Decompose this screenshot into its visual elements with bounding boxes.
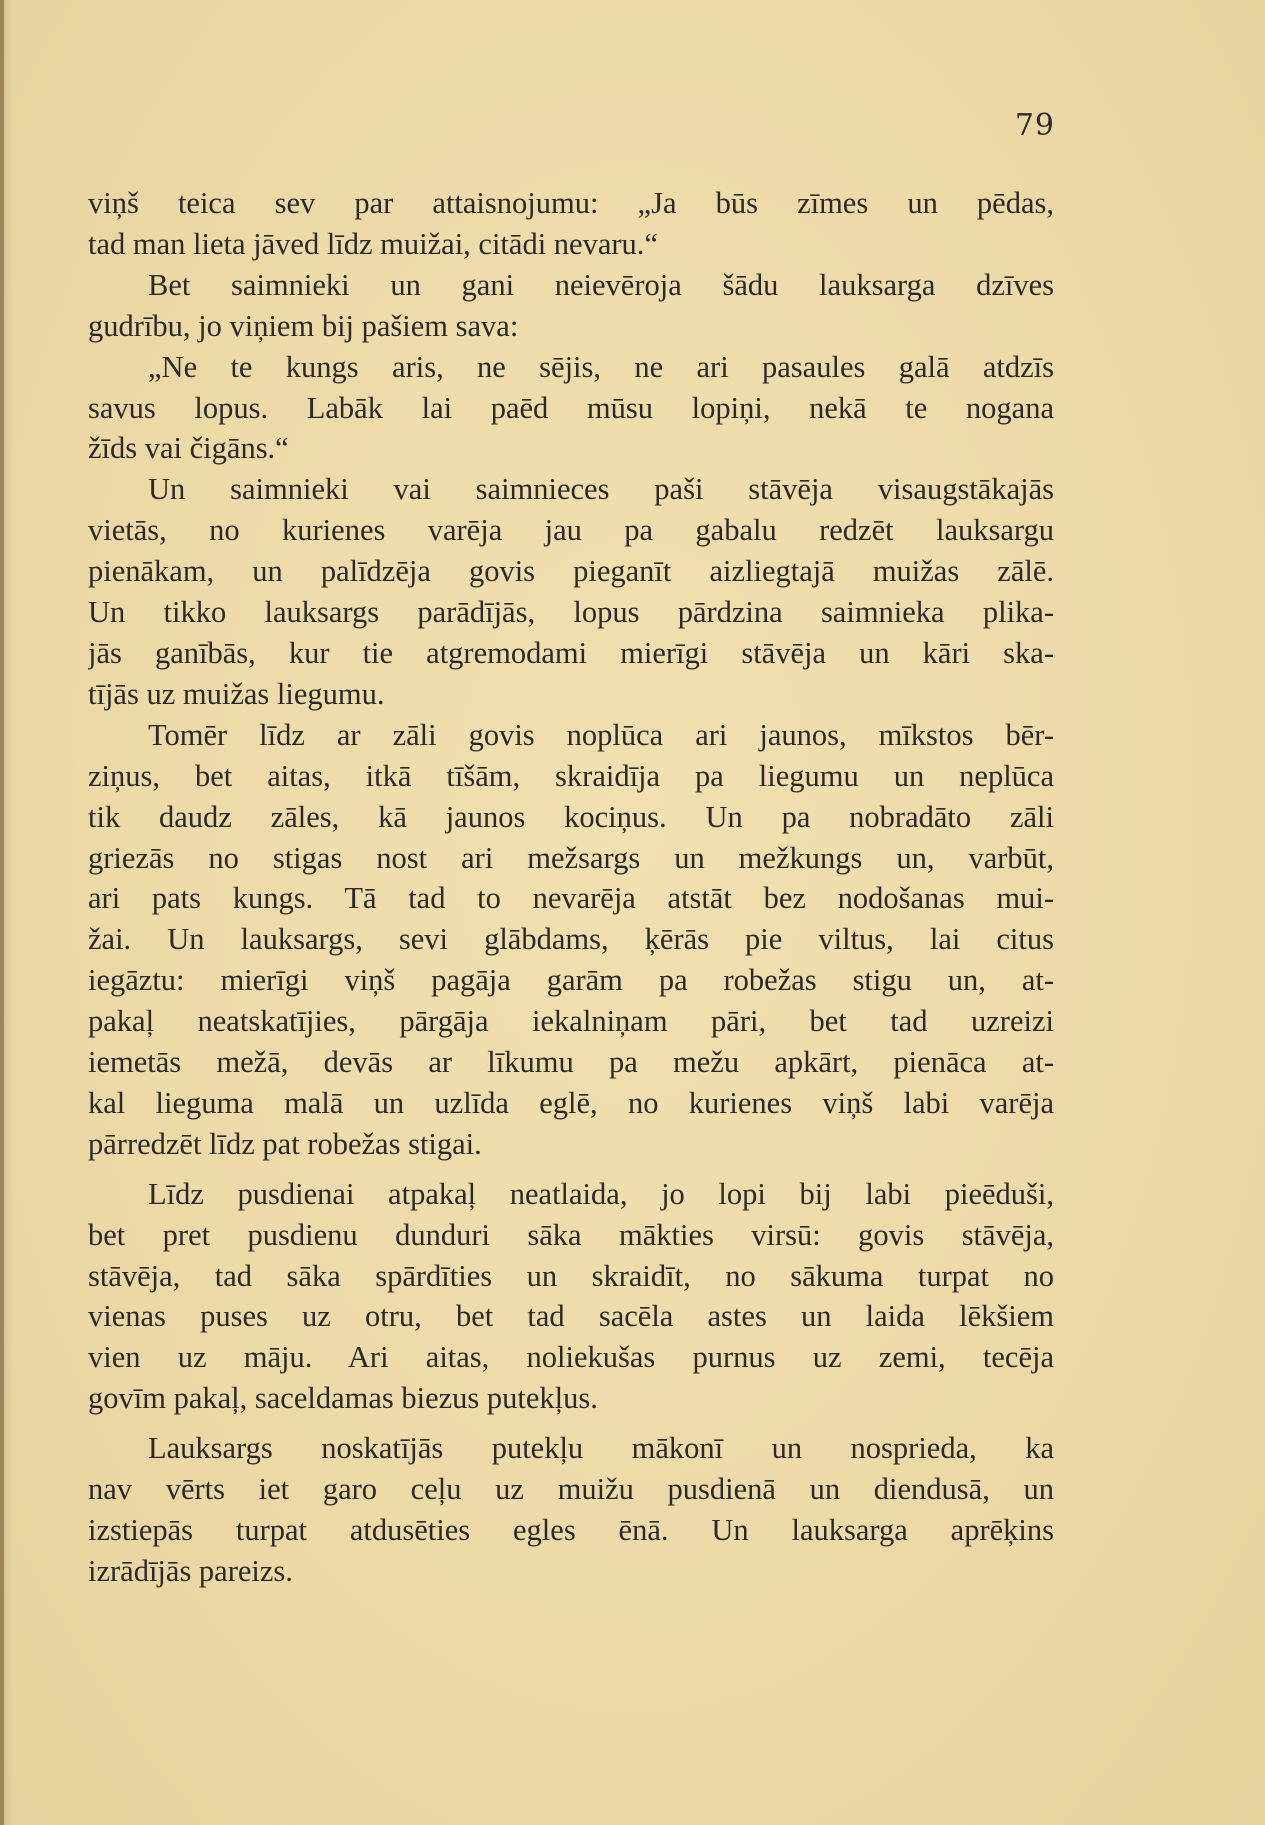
text-line: kal lieguma malā un uzlīda eglē, no kurienes viņš labi varēja [88,1085,1054,1120]
text-line: ari pats kungs. Tā tad to nevarēja atstāt bez nodošanas mui- [88,881,1054,916]
text-line: vienas puses uz otru, bet tad sacēla astes un laida lēkšiem [88,1299,1054,1334]
text-line: ziņus, bet aitas, itkā tīšām, skraidīja pa liegumu un neplūca [88,758,1054,793]
text-line: pienākam, un palīdzēja govis pieganīt aizliegtajā muižas zālē. [88,554,1054,589]
text-line: izrādījās pareizs. [88,1553,293,1588]
text-line: pārredzēt līdz pat robežas stigai. [88,1126,482,1161]
text-line: iemetās mežā, devās ar līkumu pa mežu apkārt, pienāca at- [88,1045,1054,1080]
text-line: griezās no stigas nost ari mežsargs un mežkungs un, varbūt, [88,840,1054,875]
page-text [88,183,1054,1592]
text-line: Un saimnieki vai saimnieces paši stāvēja visaugstākajās [148,472,1054,507]
text-line: Tomēr līdz ar zāli govis noplūca ari jaunos, mīkstos bēr- [148,717,1054,752]
text-line: vien uz māju. Ari aitas, noliekušas purnus uz zemi, tecēja [88,1340,1054,1375]
binding-edge [0,0,4,1825]
text-line: žīds vai čigāns.“ [88,431,289,466]
text-line: stāvēja, tad sāka spārdīties un skraidīt, no sākuma turpat no [88,1258,1054,1293]
text-line: vietās, no kurienes varēja jau pa gabalu redzēt lauksargu [88,513,1054,548]
text-line: bet pret pusdienu dunduri sāka mākties virsū: govis stāvēja, [88,1217,1054,1252]
text-line: gudrību, jo viņiem bij pašiem sava: [88,308,519,343]
text-line: govīm pakaļ, saceldamas biezus putekļus. [88,1381,598,1416]
paragraph-gap [88,1165,1054,1174]
text-line: savus lopus. Labāk lai paēd mūsu lopiņi, nekā te nogana [88,390,1054,425]
text-line: Lauksargs noskatījās putekļu mākonī un nosprieda, ka [148,1431,1054,1466]
text-line: tījās uz muižas liegumu. [88,676,385,711]
text-line: nav vērts iet garo ceļu uz muižu pusdienā un diendusā, un [88,1472,1054,1507]
paragraph-gap [88,1419,1054,1428]
text-line: viņš teica sev par attaisnojumu: „Ja būs zīmes un pēdas, [88,186,1054,220]
text-line: Līdz pusdienai atpakaļ neatlaida, jo lopi bij labi pieēduši, [148,1176,1054,1211]
text-line: jās ganībās, kur tie atgremodami mierīgi stāvēja un kāri ska- [88,635,1054,670]
text-line: pakaļ neatskatījies, pārgāja iekalniņam pāri, bet tad uzreizi [88,1004,1054,1039]
text-line: tik daudz zāles, kā jaunos kociņus. Un pa nobradāto zāli [88,799,1054,834]
text-line: izstiepās turpat atdusēties egles ēnā. Un lauksarga aprēķins [88,1513,1054,1547]
text-line: iegāztu: mierīgi viņš pagāja garām pa robežas stigu un, at- [88,963,1054,998]
text-line: „Ne te kungs aris, ne sējis, ne ari pasaules galā atdzīs [148,349,1054,384]
page-number: 79 [1014,108,1055,143]
text-line: Bet saimnieki un gani neievēroja šādu lauksarga dzīves [148,267,1054,302]
text-line: žai. Un lauksargs, sevi glābdams, ķērās pie viltus, lai citus [88,922,1054,957]
text-line: tad man lieta jāved līdz muižai, citādi nevaru.“ [88,226,658,261]
text-line: Un tikko lauksargs parādījās, lopus pārdzina saimnieka plika- [88,595,1054,630]
